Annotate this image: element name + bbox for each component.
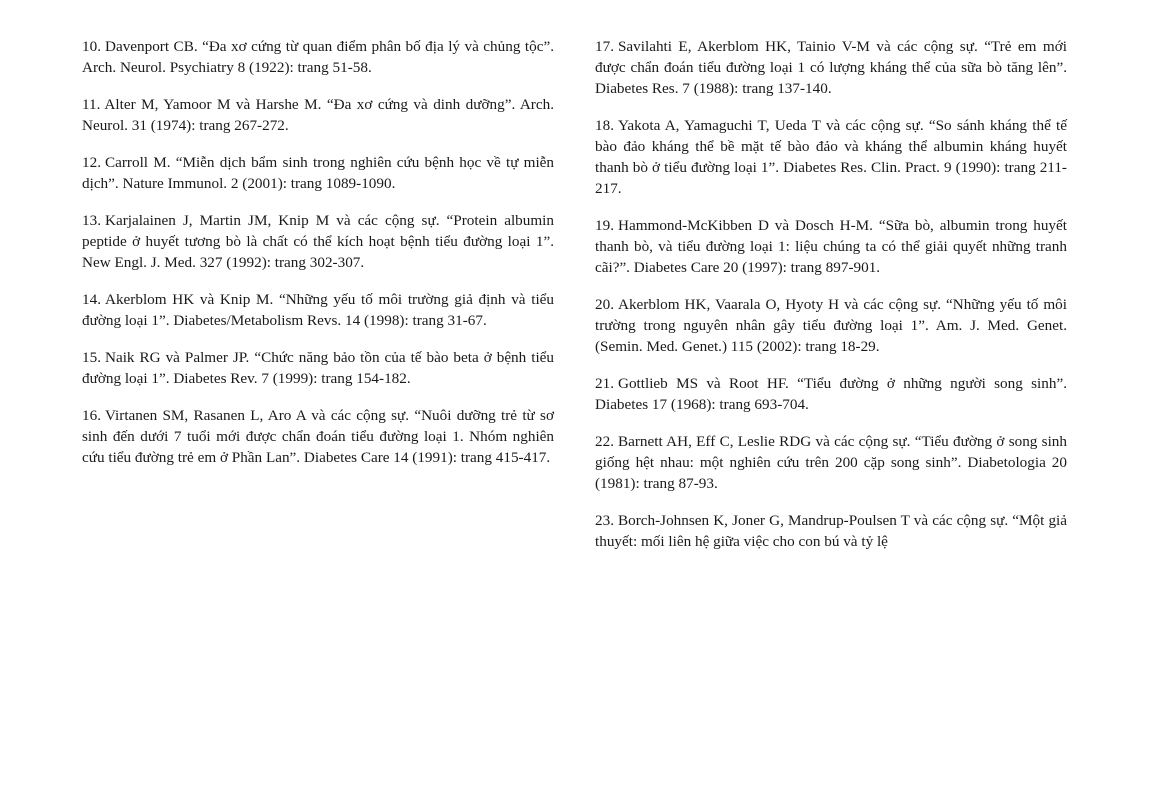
reference-entry: [82, 152, 554, 194]
reference-text: Borch-Johnsen K, Joner G, Mandrup-Poulsen T và các cộng sự. “Một giả thuyết: mối liên hệ giữa việc cho con bú và tỷ lệ: [595, 512, 1067, 550]
reference-number: 11.: [82, 96, 101, 113]
reference-number: 14.: [82, 291, 101, 308]
reference-text: Barnett AH, Eff C, Leslie RDG và các cộng sự. “Tiểu đường ở song sinh giống hệt nhau: một nghiên cứu trên 200 cặp song sinh”. Diabetologia 20 (1981): trang 87-93.: [595, 433, 1067, 492]
reference-number: 21.: [595, 375, 614, 392]
reference-text: Hammond-McKibben D và Dosch H-M. “Sữa bò, albumin trong huyết thanh bò, và tiểu đường loại 1: liệu chúng ta có thể giải quyết những tranh cãi?”. Diabetes Care 20 (1997): trang 897-901.: [595, 217, 1067, 276]
reference-text: Alter M, Yamoor M và Harshe M. “Đa xơ cứng và dinh dưỡng”. Arch. Neurol. 31 (1974): trang 267-272.: [82, 96, 554, 134]
reference-entry: [595, 510, 1067, 552]
reference-number: 13.: [82, 212, 101, 229]
references-right-column: [595, 36, 1067, 568]
reference-text: Davenport CB. “Đa xơ cứng từ quan điểm phân bố địa lý và chủng tộc”. Arch. Neurol. Psychiatry 8 (1922): trang 51-58.: [82, 38, 554, 76]
reference-number: 17.: [595, 38, 614, 55]
reference-number: 10.: [82, 38, 101, 55]
reference-number: 15.: [82, 349, 101, 366]
reference-entry: [82, 405, 554, 468]
reference-entry: [82, 347, 554, 389]
reference-entry: [595, 215, 1067, 278]
reference-entry: [595, 36, 1067, 99]
reference-number: 16.: [82, 407, 101, 424]
reference-text: Karjalainen J, Martin JM, Knip M và các cộng sự. “Protein albumin peptide ở huyết tương bò là chất có thể kích hoạt bệnh tiểu đường loại 1”. New Engl. J. Med. 327 (1992): trang 302-307.: [82, 212, 554, 271]
reference-number: 23.: [595, 512, 614, 529]
reference-entry: [595, 294, 1067, 357]
reference-text: Naik RG và Palmer JP. “Chức năng bảo tồn của tế bào beta ở bệnh tiểu đường loại 1”. Diabetes Rev. 7 (1999): trang 154-182.: [82, 349, 554, 387]
reference-text: Yakota A, Yamaguchi T, Ueda T và các cộng sự. “So sánh kháng thể tế bào đảo kháng thể bề mặt tế bào đảo và kháng thể albumin kháng huyết thanh bò ở tiểu đường loại 1”. Diabetes Res. Clin. Pract. 9 (1990): trang 211-217.: [595, 117, 1067, 197]
reference-number: 12.: [82, 154, 101, 171]
reference-entry: [82, 94, 554, 136]
reference-text: Akerblom HK và Knip M. “Những yếu tố môi trường giả định và tiểu đường loại 1”. Diabetes/Metabolism Revs. 14 (1998): trang 31-67.: [82, 291, 554, 329]
references-left-column: [82, 36, 554, 484]
reference-entry: [595, 373, 1067, 415]
reference-text: Gottlieb MS và Root HF. “Tiểu đường ở những người song sinh”. Diabetes 17 (1968): trang 693-704.: [595, 375, 1067, 413]
reference-text: Virtanen SM, Rasanen L, Aro A và các cộng sự. “Nuôi dưỡng trẻ từ sơ sinh đến dưới 7 tuổi mới được chẩn đoán tiểu đường loại 1. Nhóm nghiên cứu tiểu đường trẻ em ở Phần Lan”. Diabetes Care 14 (1991): trang 415-417.: [82, 407, 554, 466]
reference-entry: [82, 289, 554, 331]
reference-entry: [82, 210, 554, 273]
reference-number: 22.: [595, 433, 614, 450]
reference-number: 18.: [595, 117, 614, 134]
reference-number: 20.: [595, 296, 614, 313]
reference-entry: [82, 36, 554, 78]
reference-text: Akerblom HK, Vaarala O, Hyoty H và các cộng sự. “Những yếu tố môi trường trong nguyên nhân gây tiểu đường loại 1”. Am. J. Med. Genet. (Semin. Med. Genet.) 115 (2002): trang 18-29.: [595, 296, 1067, 355]
reference-number: 19.: [595, 217, 614, 234]
reference-entry: [595, 115, 1067, 199]
reference-text: Savilahti E, Akerblom HK, Tainio V-M và các cộng sự. “Trẻ em mới được chẩn đoán tiểu đường loại 1 có lượng kháng thể của sữa bò tăng lên”. Diabetes Res. 7 (1988): trang 137-140.: [595, 38, 1067, 97]
reference-entry: [595, 431, 1067, 494]
reference-text: Carroll M. “Miễn dịch bẩm sinh trong nghiên cứu bệnh học về tự miễn dịch”. Nature Immunol. 2 (2001): trang 1089-1090.: [82, 154, 554, 192]
